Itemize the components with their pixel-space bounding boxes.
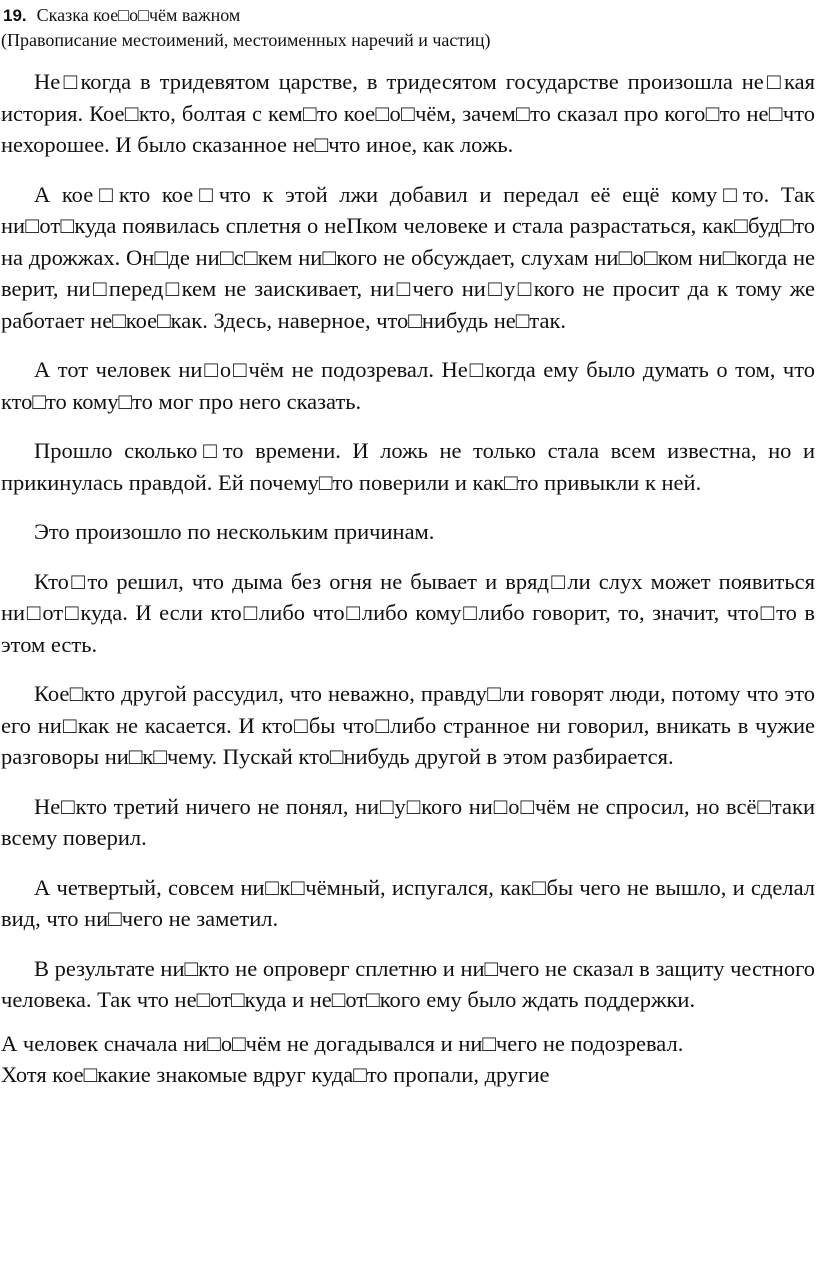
paragraph: А кое□кто кое□что к этой лжи добавил и передал её ещё кому□то. Так ни□от□куда появилась сплетня о неПком человеке и стала разрастаться, как□буд□то на дрожжах. Он□де ни□с□кем ни□кого не обсуждает, слухам ни□о□ком ни□когда не верит, ни□перед□кем не заискивает, ни□чего ни□у□кого не просит да к тому же работает не□кое□как. Здесь, наверное, что□нибудь не□так. (1, 181, 815, 333)
paragraph: А четвертый, совсем ни□к□чёмный, испугался, как□бы чего не вышло, и сделал вид, что ни□чего не заметил. (1, 874, 815, 931)
exercise-number: 19. (3, 6, 27, 25)
paragraph: Не□кто третий ничего не понял, ни□у□кого ни□о□чём не спросил, но всё□таки всему поверил. (1, 793, 815, 850)
paragraph: Не□когда в тридевятом царстве, в тридесятом государстве произошла не□кая история. Кое□кто, болтая с кем□то кое□о□чём, зачем□то сказал про кого□то не□что нехорошее. И было сказанное не□что иное, как ложь. (1, 69, 815, 157)
paragraph: Кое□кто другой рассудил, что неважно, правду□ли говорят люди, потому что это его ни□как не касается. И кто□бы что□либо странное ни говорил, вникать в чужие разговоры ни□к□чему. Пускай кто□нибудь другой в этом разбирается. (1, 681, 815, 769)
paragraph: Это произошло по нескольким причинам. (34, 519, 435, 544)
paragraph: В результате ни□кто не опроверг сплетню и ни□чего не сказал в защиту честного человека. Так что не□от□куда и не□от□кого ему было ждать поддержки. (1, 955, 815, 1012)
story-title: Сказка кое□о□чём важном (36, 5, 241, 25)
story-subtitle: (Правописание местоимений, местоименных наречий и частиц) (1, 30, 491, 50)
closing-line: А человек сначала ни□о□чём не догадывался и ни□чего не подозревал. (1, 1030, 684, 1056)
header (1, 3, 815, 52)
paragraph: Кто□то решил, что дыма без огня не бывает и вряд□ли слух может появиться ни□от□куда. И если кто□либо что□либо кому□либо говорит, то, значит, что□то в этом есть. (1, 568, 815, 657)
paragraph: Прошло сколько□то времени. И ложь не только стала всем известна, но и прикинулась правдой. Ей почему□то поверили и как□то привыкли к ней. (1, 438, 815, 495)
paragraph: А тот человек ни□о□чём не подозревал. Не□когда ему было думать о том, что кто□то кому□то мог про него сказать. (1, 357, 815, 414)
title-line (1, 3, 815, 28)
closing-line: Хотя кое□какие знакомые вдруг куда□то пропали, другие (1, 1062, 550, 1087)
